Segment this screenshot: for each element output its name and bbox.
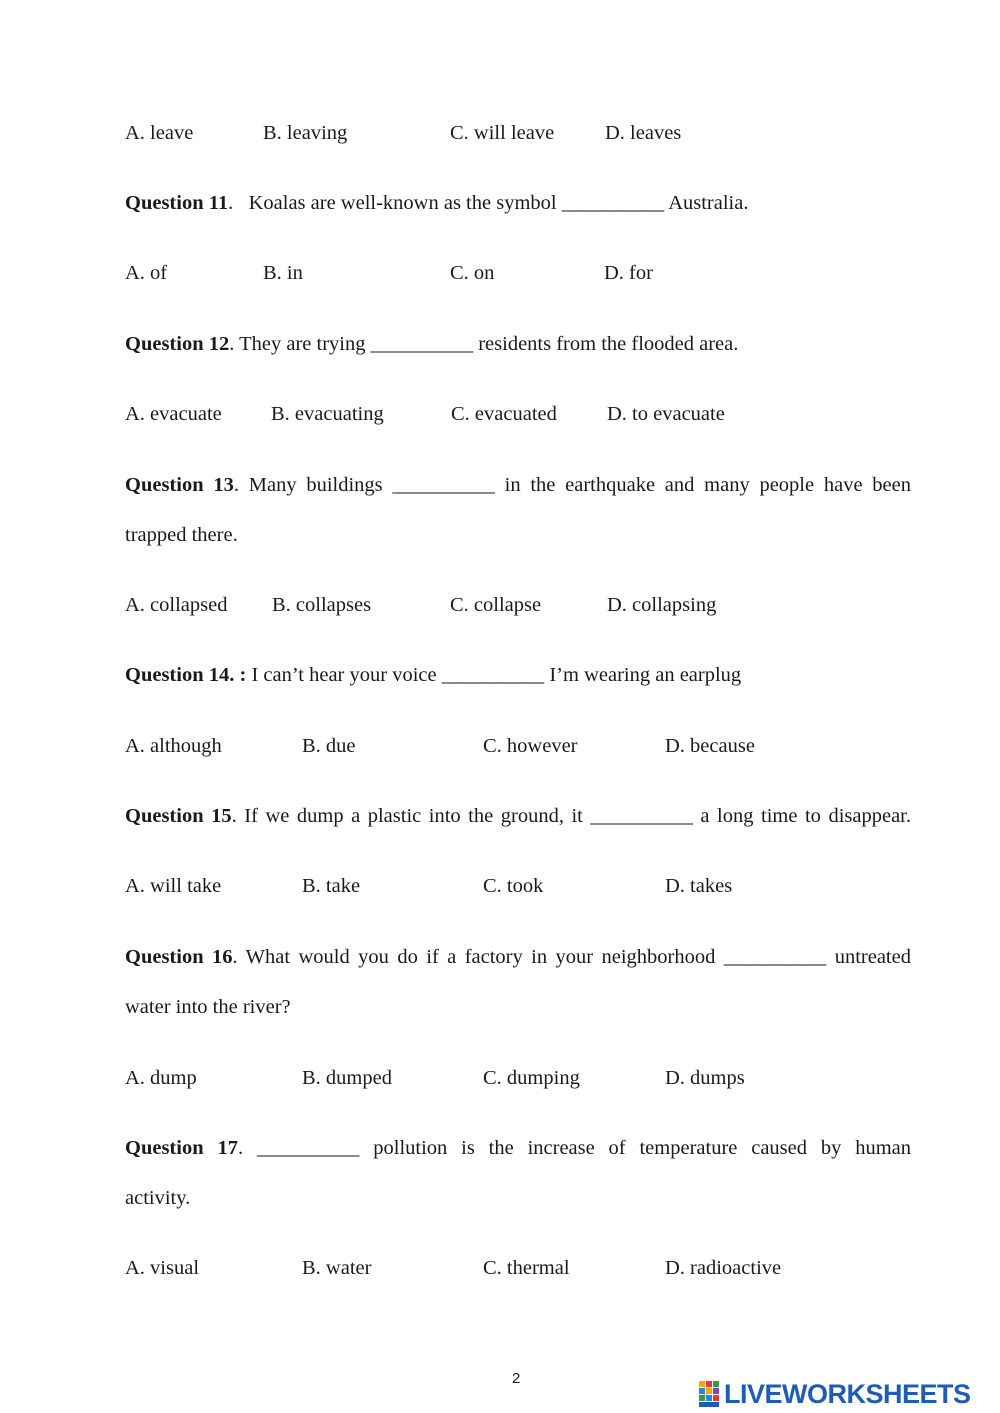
option-c[interactable]: C. on: [450, 262, 495, 284]
option-b[interactable]: B. dumped: [302, 1067, 392, 1089]
question-number: Question 16: [125, 946, 233, 968]
option-c[interactable]: C. collapse: [450, 594, 542, 616]
option-b[interactable]: B. take: [302, 875, 361, 897]
option-a[interactable]: A. dump: [125, 1067, 197, 1089]
question-12-text: [125, 331, 738, 357]
question-punct: .: [228, 192, 234, 214]
question-16-continuation: water into the river?: [125, 996, 291, 1018]
option-a[interactable]: A. collapsed: [125, 594, 228, 616]
option-a[interactable]: A. of: [125, 262, 168, 284]
option-b[interactable]: B. collapses: [272, 594, 372, 616]
question-punct: .: [229, 333, 235, 355]
option-d[interactable]: D. dumps: [665, 1067, 745, 1089]
option-a[interactable]: A. leave: [125, 122, 194, 144]
option-c[interactable]: C. will leave: [450, 122, 555, 144]
option-b[interactable]: B. water: [302, 1257, 372, 1279]
option-b[interactable]: B. in: [263, 262, 303, 284]
question-number: Question 14: [125, 664, 230, 686]
option-a[interactable]: A. although: [125, 735, 222, 757]
question-stem: If we dump a plastic into the ground, it __________ a long time to disappear.: [236, 805, 911, 827]
question-number: Question 17: [125, 1137, 238, 1159]
option-b[interactable]: B. due: [302, 735, 356, 757]
question-number: Question 12: [125, 333, 230, 355]
question-number: Question 11: [125, 192, 229, 214]
option-d[interactable]: D. takes: [665, 875, 733, 897]
option-d[interactable]: D. for: [604, 262, 653, 284]
option-c[interactable]: C. dumping: [483, 1067, 580, 1089]
option-a[interactable]: A. will take: [125, 875, 222, 897]
question-11-text: [125, 190, 748, 216]
question-punct: .: [237, 1137, 244, 1159]
logo-text: LIVEWORKSHEETS: [724, 1378, 971, 1409]
liveworksheets-logo-icon: [698, 1379, 720, 1409]
question-14-text: [125, 662, 741, 688]
option-c[interactable]: C. took: [483, 875, 544, 897]
question-stem: Many buildings __________ in the earthquake and many people have been: [238, 474, 911, 496]
question-17-continuation: activity.: [125, 1187, 191, 1209]
liveworksheets-logo[interactable]: [698, 1377, 971, 1411]
question-stem: Koalas are well-known as the symbol __________ Australia.: [233, 192, 749, 214]
option-c[interactable]: C. evacuated: [451, 403, 557, 425]
option-d[interactable]: D. to evacuate: [607, 403, 725, 425]
option-c[interactable]: C. however: [483, 735, 578, 757]
page-number: 2: [512, 1370, 521, 1387]
question-13-text: [125, 472, 911, 498]
option-a[interactable]: A. evacuate: [125, 403, 222, 425]
question-punct: . :: [229, 664, 247, 686]
question-punct: .: [233, 474, 239, 496]
option-d[interactable]: D. collapsing: [607, 594, 717, 616]
option-c[interactable]: C. thermal: [483, 1257, 570, 1279]
question-number: Question 15: [125, 805, 232, 827]
option-a[interactable]: A. visual: [125, 1257, 200, 1279]
option-b[interactable]: B. evacuating: [271, 403, 384, 425]
question-number: Question 13: [125, 474, 234, 496]
option-d[interactable]: D. leaves: [605, 122, 682, 144]
question-15-text: [125, 803, 911, 829]
question-punct: .: [232, 946, 238, 968]
question-punct: .: [231, 805, 237, 827]
question-13-continuation: trapped there.: [125, 524, 238, 546]
question-stem: What would you do if a factory in your neighborhood __________ untreated: [237, 946, 911, 968]
question-stem: I can’t hear your voice __________ I’m wearing an earplug: [246, 664, 742, 686]
question-16-text: [125, 944, 911, 970]
option-d[interactable]: D. radioactive: [665, 1257, 782, 1279]
question-stem: They are trying __________ residents from the flooded area.: [234, 333, 739, 355]
question-17-text: [125, 1135, 911, 1161]
option-b[interactable]: B. leaving: [263, 122, 348, 144]
question-stem: __________ pollution is the increase of temperature caused by human: [243, 1137, 911, 1159]
option-d[interactable]: D. because: [665, 735, 755, 757]
